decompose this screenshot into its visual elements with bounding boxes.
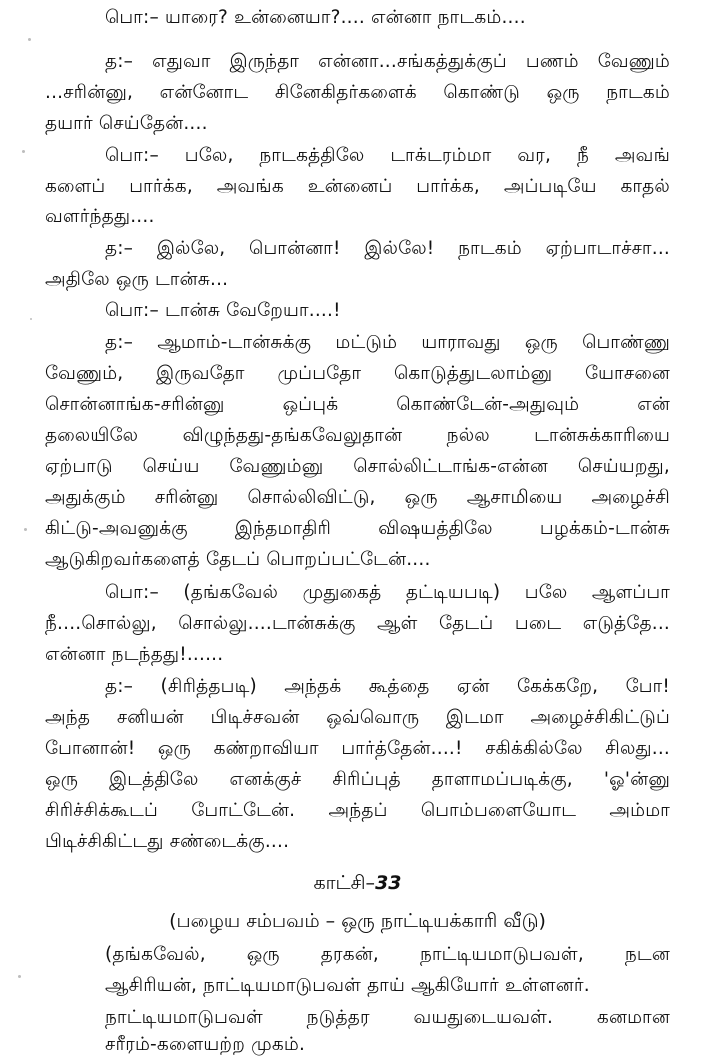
dialogue-line: களைப் பார்க்க, அவங்க உன்னைப் பார்க்க, அப்படியே காதல் (45, 176, 670, 197)
scan-speck (22, 150, 25, 153)
stage-direction-line: (தங்கவேல், ஒரு தரகன், நாட்டியமாடுபவள், நடன (105, 944, 670, 965)
dialogue-line: தலையிலே விழுந்தது-தங்கவேலுதான் நல்ல டான்சுக்காரியை (45, 425, 670, 446)
scan-speck (30, 318, 32, 320)
dialogue-line: அந்த சனியன் பிடிச்சவன் ஒவ்வொரு இடமா அழைச்சிகிட்டுப் (45, 707, 670, 728)
dialogue-line: பொ:– டான்சு வேறேயா....! (105, 300, 341, 321)
dialogue-line: நீ....சொல்லு, சொல்லு....டான்சுக்கு ஆள் தேடப் படை எடுத்தே... (45, 613, 670, 634)
dialogue-line: சிரிச்சிக்கூடப் போட்டேன். அந்தப் பொம்பளையோட அம்மா (45, 800, 670, 821)
dialogue-line: வேணும், இருவதோ முப்பதோ கொடுத்துடலாம்னு யோசனை (45, 363, 670, 384)
scan-speck (24, 528, 27, 531)
dialogue-line: சொன்னாங்க-சரின்னு ஒப்புக் கொண்டேன்-அதுவும் என் (45, 394, 670, 415)
scene-subtitle: (பழைய சம்பவம் – ஒரு நாட்டியக்காரி வீடு) (169, 910, 546, 932)
dialogue-line: போனான்! ஒரு கண்றாவியா பார்த்தேன்....! சகிக்கில்லே சிலது... (45, 738, 670, 759)
dialogue-line: த:– இல்லே, பொன்னா! இல்லே! நாடகம் ஏற்பாடாச்சா... (105, 238, 670, 259)
dialogue-line: கிட்டு-அவனுக்கு இந்தமாதிரி விஷயத்திலே பழக்கம்-டான்சு (45, 518, 670, 539)
dialogue-line: பிடிச்சிகிட்டது சண்டைக்கு.... (45, 831, 290, 852)
dialogue-line: ஒரு இடத்திலே எனக்குச் சிரிப்புத் தாளாமப்படிக்கு, 'ஓ'ன்னு (45, 769, 670, 790)
dialogue-line: என்னா நடந்தது!...... (45, 644, 224, 665)
stage-direction-line: ஆசிரியன், நாட்டியமாடுபவள் தாய் ஆகியோர் உள்ளனர். (105, 975, 590, 996)
dialogue-line: தயார் செய்தேன்.... (45, 113, 208, 134)
scan-speck (28, 38, 31, 41)
dialogue-line: ஆடுகிறவர்களைத் தேடப் பொறப்பட்டேன்.... (45, 549, 431, 570)
stage-direction-line: நாட்டியமாடுபவள் நடுத்தர வயதுடையவள். கனமான (105, 1007, 670, 1028)
scan-speck (18, 975, 21, 978)
dialogue-line: ...சரின்னு, என்னோட சினேகிதர்களைக் கொண்டு ஒரு நாடகம் (45, 82, 670, 103)
dialogue-line: பொ:– (தங்கவேல் முதுகைத் தட்டியபடி) பலே ஆளப்பா (105, 582, 670, 603)
dialogue-line: த:– எதுவா இருந்தா என்னா...சங்கத்துக்குப் பணம் வேணும் (105, 51, 670, 72)
dialogue-line: அதிலே ஒரு டான்சு... (45, 269, 229, 290)
dialogue-line: வளர்ந்தது.... (45, 206, 155, 227)
scene-number: 33 (375, 872, 402, 894)
scene-label: காட்சி– (313, 872, 376, 894)
dialogue-line: ஏற்பாடு செய்ய வேணும்னு சொல்லிட்டாங்க-என்ன செய்யறது, (45, 456, 670, 477)
dialogue-line: அதுக்கும் சரின்னு சொல்லிவிட்டு, ஒரு ஆசாமியை அழைச்சி (45, 487, 670, 508)
dialogue-line: பொ:– பலே, நாடகத்திலே டாக்டரம்மா வர, நீ அவங் (105, 145, 670, 166)
scene-heading (0, 870, 715, 896)
dialogue-line: பொ:– யாரை? உன்னையா?.... என்னா நாடகம்.... (105, 7, 526, 28)
stage-direction-line: சரீரம்-களையற்ற முகம். (105, 1034, 306, 1055)
dialogue-line: த:– (சிரித்தபடி) அந்தக் கூத்தை ஏன் கேக்கறே, போ! (105, 676, 670, 697)
dialogue-line: த:– ஆமாம்-டான்சுக்கு மட்டும் யாராவது ஒரு பொண்ணு (105, 332, 670, 353)
